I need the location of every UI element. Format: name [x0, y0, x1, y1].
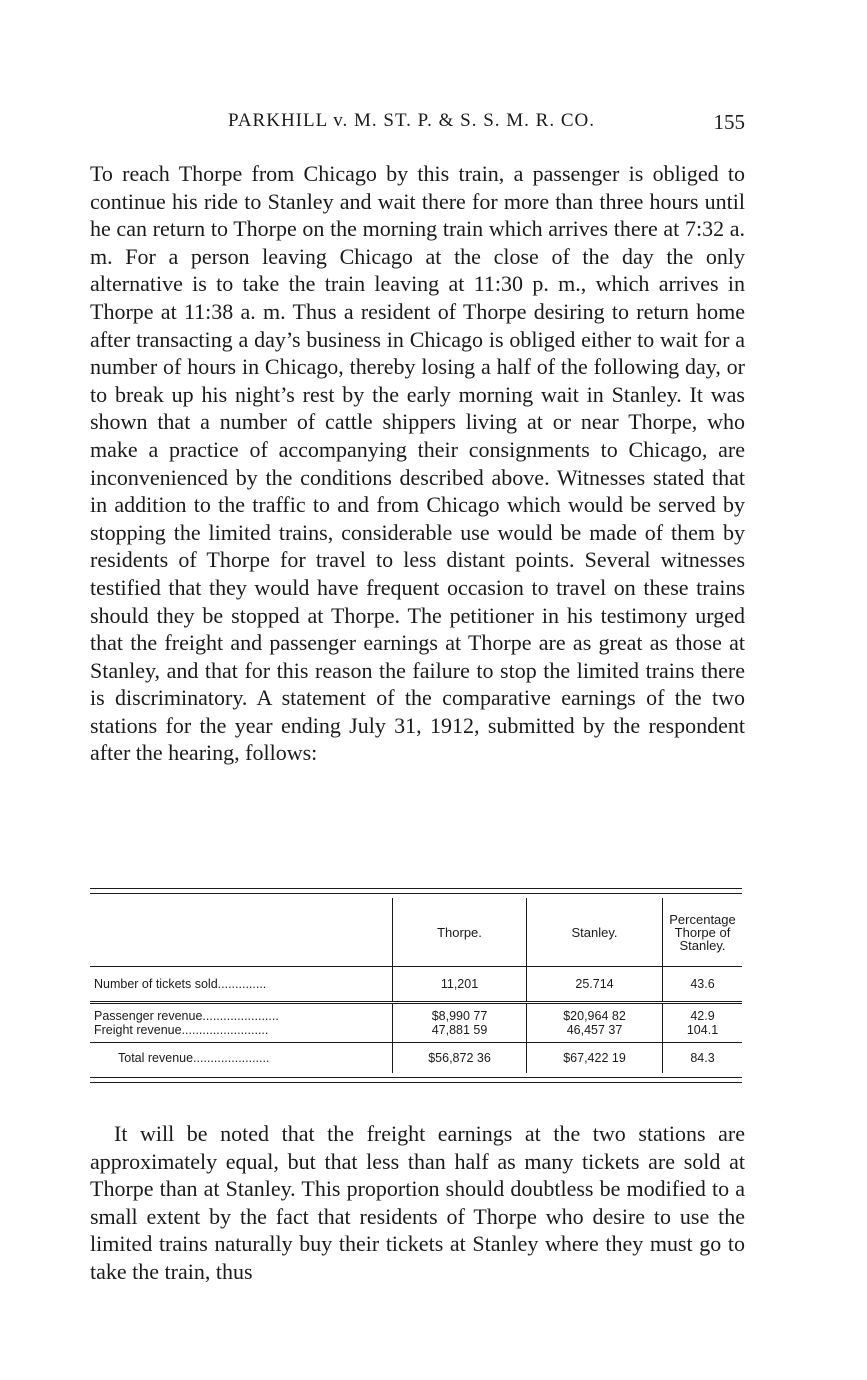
cell-stanley-freight: 46,457 37 — [566, 1023, 623, 1037]
table-header-row — [90, 898, 742, 967]
header-percentage: Percentage Thorpe of Stanley. — [663, 898, 743, 967]
cell-pct-tickets: 43.6 — [663, 967, 743, 1003]
header-blank — [90, 898, 393, 967]
row-label-total: Total revenue...................... — [90, 1043, 393, 1073]
cell-stanley-total: $67,422 19 — [527, 1043, 663, 1073]
row-label-passenger: Passenger revenue...................... — [94, 1009, 279, 1023]
cell-thorpe-passenger: $8,990 77 — [431, 1009, 488, 1023]
table-top-rule — [90, 888, 742, 894]
table-bottom-rule — [90, 1077, 742, 1083]
cell-stanley-tickets: 25.714 — [527, 967, 663, 1003]
row-label-tickets: Number of tickets sold.............. — [94, 977, 267, 991]
body-paragraph-1: To reach Thorpe from Chicago by this train, a passenger is obliged to continue his ride to Stanley and wait there for more than three hours until he can return to Thorpe on the morning train which arrives there at 7:32 a. m. For a person leaving Chicago at the close of the day the only alternative is to take the train leaving at 11:30 p. m., which arrives in Thorpe at 11:38 a. m. Thus a resident of Thorpe desiring to return home after transacting a day’s business in Chicago is obliged either to wait for a number of hours in Chicago, thereby losing a half of the following day, or to break up his night’s rest by the early morning wait in Stanley. It was shown that a number of cattle shippers living at or near Thorpe, who make a practice of accompanying their consignments to Chicago, are inconvenienced by the conditions described above. Witnesses stated that in addition to the traffic to and from Chicago which would be served by stopping the limited trains, considerable use would be made of them by residents of Thorpe for travel to less distant points. Several witnesses testified that they would have frequent occasion to travel on these trains should they be stopped at Thorpe. The petitioner in his testimony urged that the freight and passenger earnings at Thorpe are as great as those at Stanley, and that for this reason the failure to stop the limited trains there is discriminatory. A statement of the comparative earnings of the two stations for the year ending July 31, 1912, submitted by the respondent after the hearing, follows: — [90, 161, 745, 766]
header-thorpe: Thorpe. — [393, 898, 527, 967]
cell-thorpe-total: $56,872 36 — [393, 1043, 527, 1073]
cell-thorpe-freight: 47,881 59 — [431, 1023, 488, 1037]
table-row — [90, 1003, 742, 1043]
cell-pct-total: 84.3 — [663, 1043, 743, 1073]
header-stanley: Stanley. — [527, 898, 663, 967]
earnings-grid — [90, 898, 742, 1073]
running-title: PARKHILL v. M. ST. P. & S. S. M. R. CO. — [228, 110, 596, 131]
table-row — [90, 967, 742, 1003]
cell-pct-freight: 104.1 — [686, 1023, 719, 1037]
cell-stanley-passenger: $20,964 82 — [563, 1009, 626, 1023]
body-paragraph-2: It will be noted that the freight earnings at the two stations are approximately equal, but that less than half as many tickets are sold at Thorpe than at Stanley. This proportion should doubtless be modified to a small extent by the fact that residents of Thorpe who desire to use the limited trains naturally buy their tickets at Stanley where they must go to take the train, thus — [90, 1121, 745, 1284]
cell-pct-passenger: 42.9 — [690, 1009, 715, 1023]
row-label-freight: Freight revenue......................... — [94, 1023, 269, 1037]
earnings-table — [90, 888, 742, 1083]
table-row — [90, 1043, 742, 1073]
page-number: 155 — [713, 110, 745, 134]
cell-thorpe-tickets: 11,201 — [393, 967, 527, 1003]
